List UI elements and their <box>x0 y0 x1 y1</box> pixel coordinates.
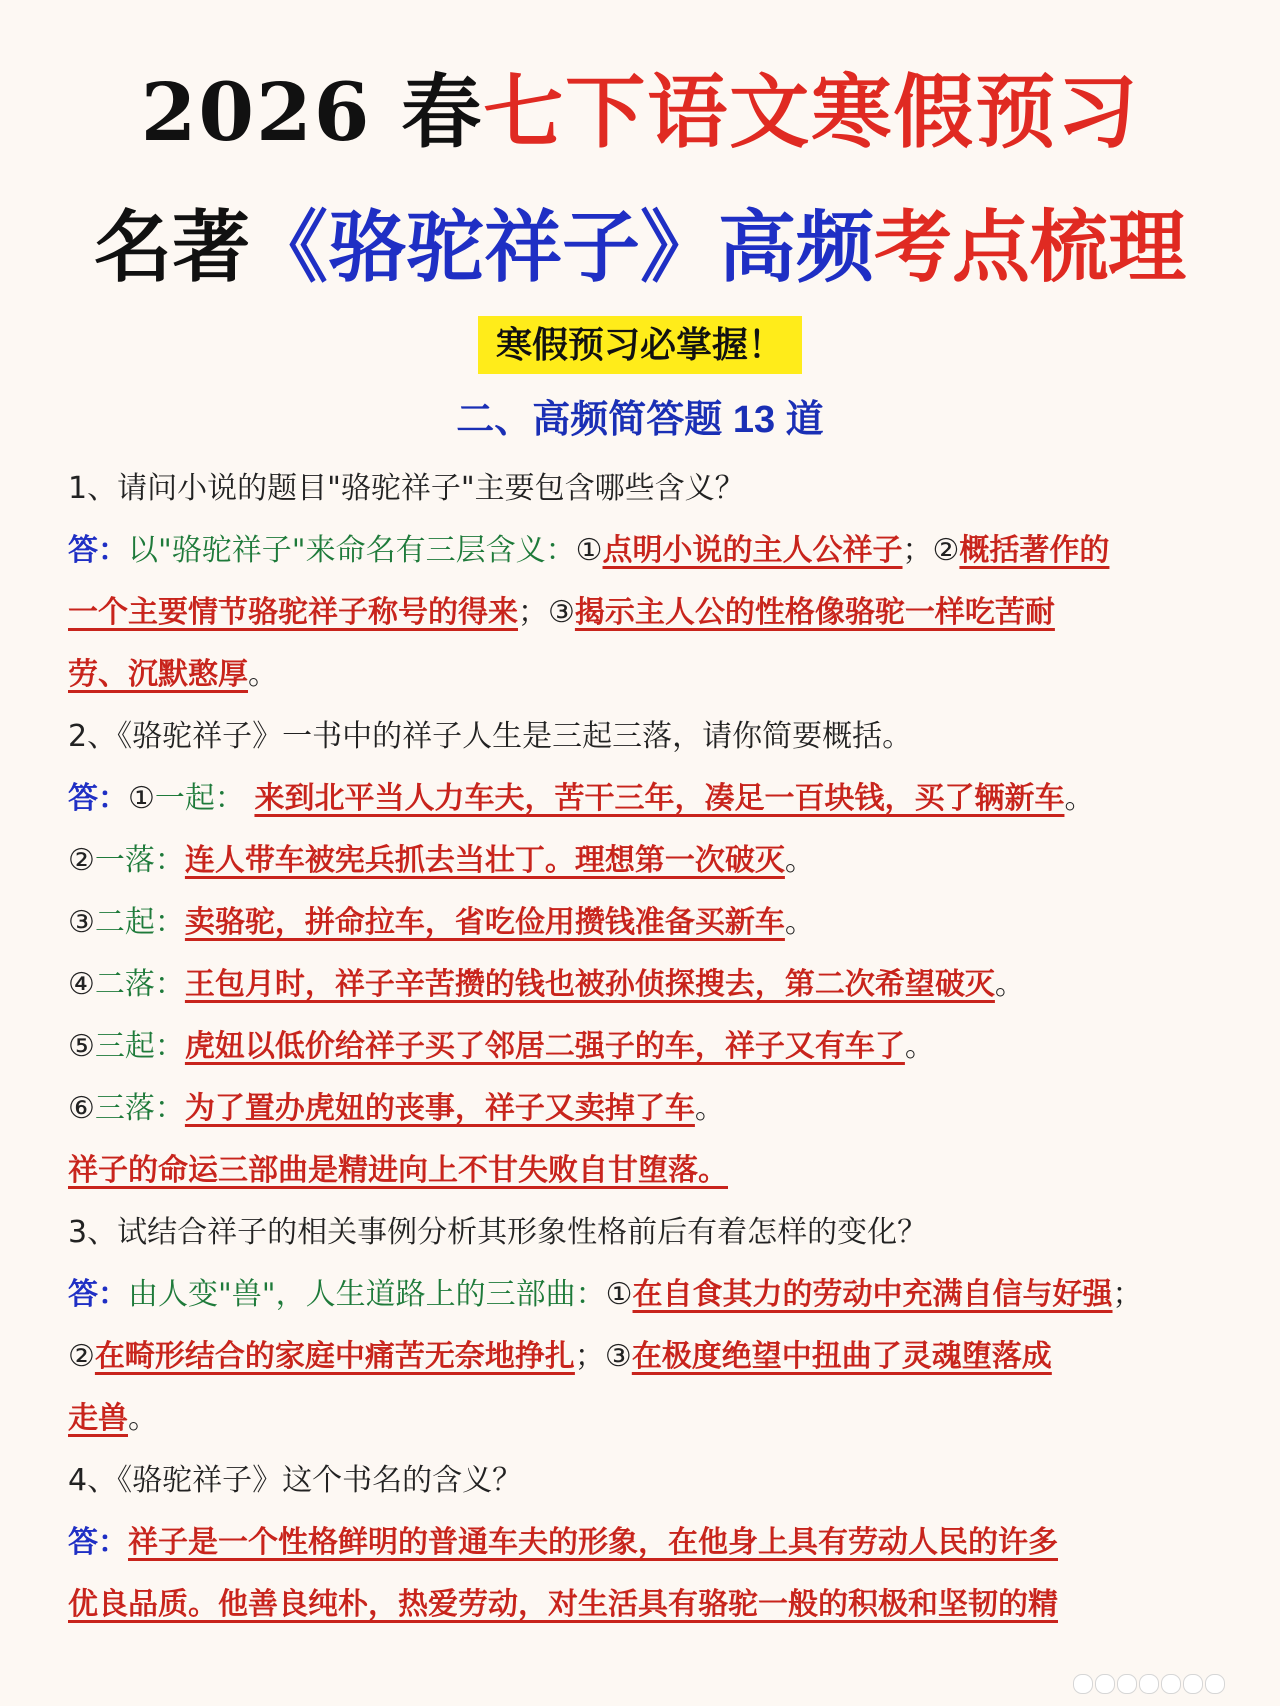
circled-number: ⑤ <box>68 1029 95 1064</box>
answer-point: 揭示主人公的性格像骆驼一样吃苦耐 <box>574 595 1055 630</box>
circled-number: ① <box>575 533 603 568</box>
subtitle-black: 名著 <box>93 202 250 293</box>
answer-2-item-3 <box>68 892 1218 954</box>
answer-point: 在自食其力的劳动中充满自信与好强 <box>632 1277 1113 1312</box>
stage-label: 三落： <box>94 1091 185 1126</box>
answer-point: 走兽 <box>68 1401 128 1436</box>
answer-key: 答： <box>68 1525 128 1560</box>
stage-label: 二落： <box>94 967 185 1002</box>
stage-text: 为了置办虎妞的丧事，祥子又卖掉了车 <box>184 1091 695 1126</box>
answer-2-item-4 <box>68 954 1218 1016</box>
question-2: 2、《骆驼祥子》一书中的祥子人生是三起三落，请你简要概括。 <box>68 719 913 754</box>
stage-text: 卖骆驼，拼命拉车，省吃俭用攒钱准备买新车 <box>184 905 785 940</box>
question-3: 3、试结合祥子的相关事例分析其形象性格前后有着怎样的变化？ <box>68 1215 928 1250</box>
indicator-dot <box>1095 1674 1115 1694</box>
answer-3-line-1 <box>68 1264 1218 1326</box>
answer-1-line-1 <box>68 520 1218 582</box>
answer-point: 优良品质。他善良纯朴，热爱劳动，对生活具有骆驼一般的积极和坚韧的精 <box>68 1587 1058 1622</box>
period: 。 <box>694 1091 725 1126</box>
highlight-tag: 寒假预习必掌握！ <box>478 316 802 374</box>
answer-point: 一个主要情节骆驼祥子称号的得来 <box>68 595 518 630</box>
answer-1-line-3 <box>68 644 1218 706</box>
page-indicator[interactable] <box>1073 1672 1233 1694</box>
answer-2-item-5 <box>68 1016 1218 1078</box>
period: 。 <box>128 1401 158 1436</box>
question-4: 4、《骆驼祥子》这个书名的含义？ <box>68 1463 523 1498</box>
sub-title <box>0 198 1280 298</box>
stage-text: 王包月时，祥子辛苦攒的钱也被孙侦探搜去，第二次希望破灭 <box>184 967 995 1002</box>
period: 。 <box>784 905 815 940</box>
circled-number: ① <box>605 1277 633 1312</box>
separator: ；③ <box>518 595 575 630</box>
separator: ；② <box>902 533 960 568</box>
indicator-dot <box>1205 1674 1225 1694</box>
separator: ； <box>1112 1277 1143 1312</box>
answer-key: 答： <box>68 533 128 568</box>
content-body <box>68 458 1218 1636</box>
period: 。 <box>784 843 815 878</box>
answer-2-item-1 <box>68 768 1218 830</box>
answer-point: 祥子是一个性格鲜明的普通车夫的形象，在他身上具有劳动人民的许多 <box>128 1525 1058 1560</box>
title-year: 2026 <box>140 65 372 159</box>
indicator-dot <box>1139 1674 1159 1694</box>
circled-number: ④ <box>68 967 95 1002</box>
circled-number: ③ <box>68 905 95 940</box>
tag-wrap <box>0 316 1280 374</box>
stage-label: 一落： <box>94 843 185 878</box>
circled-number: ② <box>68 1339 95 1374</box>
answer-point: 在畸形结合的家庭中痛苦无奈地挣扎 <box>94 1339 575 1374</box>
answer-lead: 由人变"兽"，人生道路上的三部曲： <box>128 1277 606 1312</box>
summary-text: 祥子的命运三部曲是精进向上不甘失败自甘堕落。 <box>68 1153 728 1188</box>
indicator-dot <box>1183 1674 1203 1694</box>
answer-point: 点明小说的主人公祥子 <box>602 533 903 568</box>
answer-point: 在极度绝望中扭曲了灵魂堕落成 <box>631 1339 1052 1374</box>
circled-number: ⑥ <box>68 1091 95 1126</box>
answer-1-line-2 <box>68 582 1218 644</box>
period: 。 <box>248 657 278 692</box>
answer-2-item-2 <box>68 830 1218 892</box>
separator: ；③ <box>574 1339 632 1374</box>
answer-4-line-2 <box>68 1574 1218 1636</box>
indicator-dot <box>1117 1674 1137 1694</box>
period: 。 <box>1064 781 1095 816</box>
answer-3-line-3 <box>68 1388 1218 1450</box>
title-red: 七下语文寒假预习 <box>483 65 1140 159</box>
title-season: 春 <box>401 65 484 159</box>
period: 。 <box>994 967 1025 1002</box>
answer-3-line-2 <box>68 1326 1218 1388</box>
answer-4-line-1 <box>68 1512 1218 1574</box>
section-heading: 二、高频简答题 13 道 <box>456 399 824 441</box>
answer-key: 答： <box>68 1277 128 1312</box>
stage-label: 二起： <box>94 905 185 940</box>
answer-lead: 以"骆驼祥子"来命名有三层含义： <box>128 533 576 568</box>
period: 。 <box>904 1029 935 1064</box>
question-1: 1、请问小说的题目"骆驼祥子"主要包含哪些含义？ <box>68 471 745 506</box>
indicator-dot <box>1073 1674 1093 1694</box>
answer-point: 劳、沉默憨厚 <box>68 657 248 692</box>
circled-number: ① <box>128 781 155 816</box>
answer-point: 概括著作的 <box>959 533 1110 568</box>
answer-key: 答： <box>68 781 128 816</box>
stage-text: 来到北平当人力车夫，苦干三年，凑足一百块钱，买了辆新车 <box>254 781 1065 816</box>
stage-text: 连人带车被宪兵抓去当壮丁。理想第一次破灭 <box>184 843 785 878</box>
circled-number: ② <box>68 843 95 878</box>
answer-2-summary <box>68 1140 1218 1202</box>
stage-label: 一起： <box>154 781 245 816</box>
indicator-dot <box>1161 1674 1181 1694</box>
subtitle-blue: 《骆驼祥子》高频 <box>249 202 874 293</box>
answer-2-item-6 <box>68 1078 1218 1140</box>
subtitle-red: 考点梳理 <box>874 202 1187 293</box>
stage-text: 虎妞以低价给祥子买了邻居二强子的车，祥子又有车了 <box>184 1029 905 1064</box>
main-title <box>0 62 1280 162</box>
stage-label: 三起： <box>94 1029 185 1064</box>
